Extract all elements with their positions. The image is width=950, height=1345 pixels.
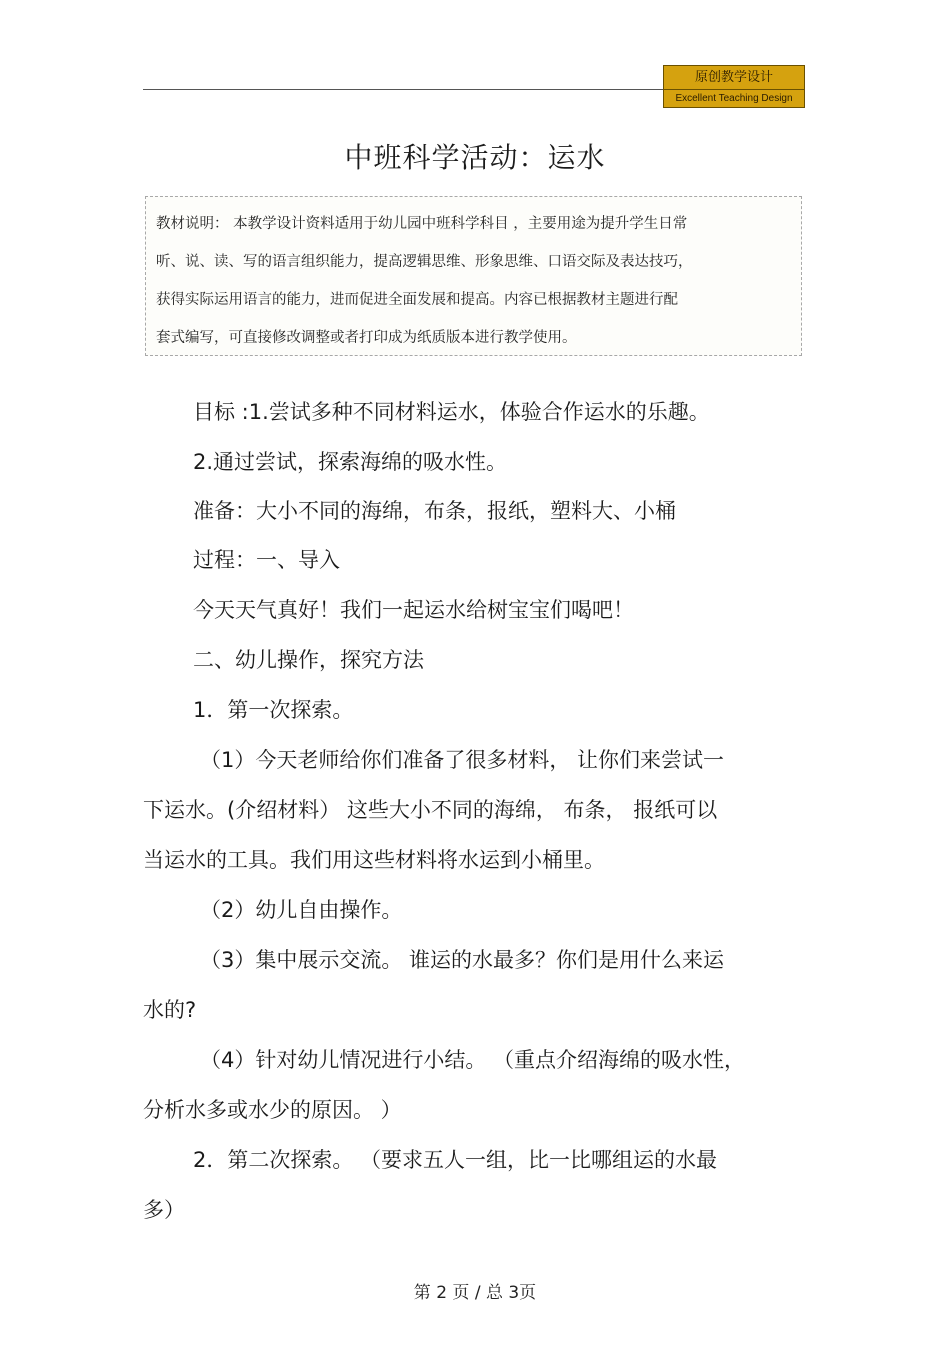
process-heading: 过程：一、导入 bbox=[193, 548, 340, 572]
note-line: 套式编写，可直接修改调整或者打印成为纸质版本进行教学使用。 bbox=[156, 330, 577, 346]
paragraph-line: 当运水的工具。我们用这些材料将水运到小桶里。 bbox=[143, 848, 605, 872]
section-two-heading: 二、幼儿操作，探究方法 bbox=[193, 648, 424, 672]
paragraph-line: 水的? bbox=[143, 998, 197, 1022]
first-exploration-heading: 1．第一次探索。 bbox=[193, 698, 354, 722]
design-badge bbox=[663, 65, 805, 108]
document-title: 中班科学活动：运水 bbox=[344, 141, 606, 174]
paragraph-line: 分析水多或水少的原因。 ） bbox=[143, 1098, 402, 1122]
paragraph-line: （2）幼儿自由操作。 bbox=[200, 898, 403, 922]
intro-line: 今天天气真好！我们一起运水给树宝宝们喝吧！ bbox=[193, 598, 634, 622]
material-note-box bbox=[145, 196, 802, 356]
second-exploration-line: 2．第二次探索。 （要求五人一组，比一比哪组运的水最 bbox=[193, 1148, 718, 1172]
page-number: 第 2 页 / 总 3页 bbox=[413, 1283, 537, 1303]
paragraph-line: （1）今天老师给你们准备了很多材料， 让你们来尝试一 bbox=[200, 748, 725, 772]
paragraph-line: 下运水。(介绍材料） 这些大小不同的海绵， 布条， 报纸可以 bbox=[143, 798, 718, 822]
note-line: 获得实际运用语言的能力，进而促进全面发展和提高。内容已根据教材主题进行配 bbox=[156, 292, 678, 308]
preparation-line: 准备：大小不同的海绵，布条，报纸，塑料大、小桶 bbox=[193, 499, 676, 523]
note-line: 听、说、读、写的语言组织能力，提高逻辑思维、形象思维、口语交际及表达技巧， bbox=[156, 254, 693, 270]
paragraph-line: 多） bbox=[143, 1198, 185, 1222]
badge-english-label: Excellent Teaching Design bbox=[663, 90, 805, 108]
paragraph-line: （4）针对幼儿情况进行小结。 （重点介绍海绵的吸水性， bbox=[200, 1048, 746, 1072]
note-line: 教材说明： 本教学设计资料适用于幼儿园中班科学科目 ，主要用途为提升学生日常 bbox=[156, 216, 688, 232]
goal-line-1: 目标 :1.尝试多种不同材料运水，体验合作运水的乐趣。 bbox=[193, 400, 710, 424]
paragraph-line: （3）集中展示交流。 谁运的水最多？你们是用什么来运 bbox=[200, 948, 725, 972]
goal-line-2: 2.通过尝试，探索海绵的吸水性。 bbox=[193, 450, 508, 474]
badge-chinese-label: 原创教学设计 bbox=[663, 65, 805, 90]
